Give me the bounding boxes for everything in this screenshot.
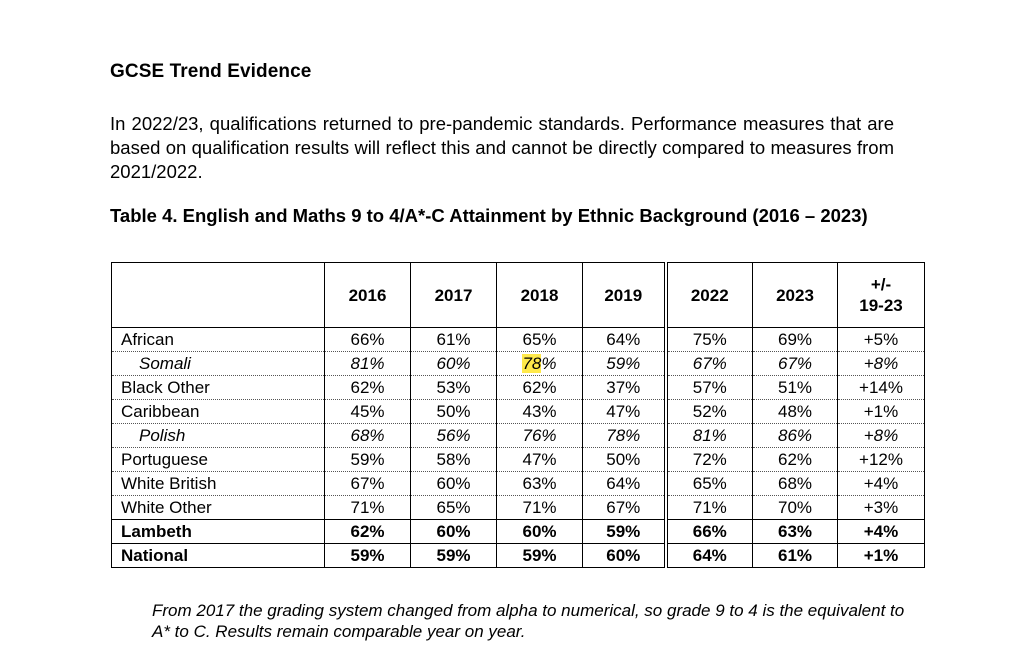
header-cell: 2019 bbox=[583, 263, 666, 328]
table-row bbox=[112, 376, 925, 400]
table-row bbox=[112, 352, 925, 376]
table-cell: 47% bbox=[497, 448, 583, 472]
header-cell-blank bbox=[112, 263, 325, 328]
table-cell: +5% bbox=[838, 328, 925, 352]
table-cell: 67% bbox=[666, 352, 753, 376]
table-cell: 60% bbox=[583, 544, 666, 568]
intro-paragraph: In 2022/23, qualifications returned to pre-pandemic standards. Performance measures that are based on qualification results will reflect this and cannot be directly compared to measures from 2021/2022. bbox=[110, 113, 894, 182]
row-label: Polish bbox=[112, 424, 325, 448]
table-cell: 71% bbox=[325, 496, 411, 520]
table-cell: 47% bbox=[583, 400, 666, 424]
table-cell: 56% bbox=[411, 424, 497, 448]
table-cell: 57% bbox=[666, 376, 753, 400]
table-cell: 67% bbox=[753, 352, 838, 376]
table-cell: 52% bbox=[666, 400, 753, 424]
table-cell: 66% bbox=[666, 520, 753, 544]
row-label: Somali bbox=[112, 352, 325, 376]
table-cell: 60% bbox=[411, 520, 497, 544]
table-cell: 81% bbox=[325, 352, 411, 376]
table-cell: +3% bbox=[838, 496, 925, 520]
row-label: White British bbox=[112, 472, 325, 496]
table-cell: 63% bbox=[497, 472, 583, 496]
table-cell: 65% bbox=[497, 328, 583, 352]
table-cell: +4% bbox=[838, 472, 925, 496]
table-cell: 50% bbox=[583, 448, 666, 472]
table-row bbox=[112, 544, 925, 568]
table-cell: 48% bbox=[753, 400, 838, 424]
table-cell: 75% bbox=[666, 328, 753, 352]
table-body bbox=[112, 328, 925, 568]
header-cell: +/- 19-23 bbox=[838, 263, 925, 328]
table-cell: 43% bbox=[497, 400, 583, 424]
table-row bbox=[112, 448, 925, 472]
table-header-row bbox=[112, 263, 925, 328]
table-cell: 64% bbox=[666, 544, 753, 568]
table-cell: 68% bbox=[325, 424, 411, 448]
table-cell: 59% bbox=[497, 544, 583, 568]
table-cell: 60% bbox=[497, 520, 583, 544]
table-caption: Table 4. English and Maths 9 to 4/A*-C Attainment by Ethnic Background (2016 – 2023) bbox=[110, 205, 868, 226]
table-cell: 59% bbox=[583, 352, 666, 376]
table-cell: 70% bbox=[753, 496, 838, 520]
table-cell: 62% bbox=[753, 448, 838, 472]
header-cell: 2018 bbox=[497, 263, 583, 328]
row-label: Caribbean bbox=[112, 400, 325, 424]
table-row bbox=[112, 424, 925, 448]
footnote: From 2017 the grading system changed from alpha to numerical, so grade 9 to 4 is the equivalent to A* to C. Results remain comparable year on year. bbox=[152, 601, 905, 641]
table-cell: +8% bbox=[838, 424, 925, 448]
table-cell: 53% bbox=[411, 376, 497, 400]
table-cell: 62% bbox=[325, 376, 411, 400]
table-cell: +4% bbox=[838, 520, 925, 544]
table-cell: 71% bbox=[497, 496, 583, 520]
table-cell: +14% bbox=[838, 376, 925, 400]
table-cell: +12% bbox=[838, 448, 925, 472]
table-cell: 59% bbox=[411, 544, 497, 568]
table-cell: 58% bbox=[411, 448, 497, 472]
row-label: White Other bbox=[112, 496, 325, 520]
table-cell: 64% bbox=[583, 472, 666, 496]
table-cell: 78% bbox=[583, 424, 666, 448]
header-cell: 2023 bbox=[753, 263, 838, 328]
row-label: Portuguese bbox=[112, 448, 325, 472]
table-cell: 65% bbox=[666, 472, 753, 496]
table-cell: 51% bbox=[753, 376, 838, 400]
table-cell: 67% bbox=[583, 496, 666, 520]
table-row bbox=[112, 400, 925, 424]
table-cell: 65% bbox=[411, 496, 497, 520]
section-heading: GCSE Trend Evidence bbox=[110, 61, 312, 82]
table-cell: 59% bbox=[325, 544, 411, 568]
row-label: National bbox=[112, 544, 325, 568]
table-cell: 45% bbox=[325, 400, 411, 424]
table-cell: 37% bbox=[583, 376, 666, 400]
table-cell: 72% bbox=[666, 448, 753, 472]
header-cell: 2017 bbox=[411, 263, 497, 328]
table-cell: 62% bbox=[325, 520, 411, 544]
row-label: Lambeth bbox=[112, 520, 325, 544]
table-cell: 68% bbox=[753, 472, 838, 496]
table-cell: 60% bbox=[411, 352, 497, 376]
table-cell: +1% bbox=[838, 400, 925, 424]
table-cell: 62% bbox=[497, 376, 583, 400]
table-cell: 66% bbox=[325, 328, 411, 352]
table-cell: +8% bbox=[838, 352, 925, 376]
table-cell: 61% bbox=[411, 328, 497, 352]
table-cell: 71% bbox=[666, 496, 753, 520]
table-cell: 60% bbox=[411, 472, 497, 496]
table-row bbox=[112, 496, 925, 520]
table-cell: 78% bbox=[497, 352, 583, 376]
table-row bbox=[112, 328, 925, 352]
header-cell: 2022 bbox=[666, 263, 753, 328]
header-cell: 2016 bbox=[325, 263, 411, 328]
table-cell: 86% bbox=[753, 424, 838, 448]
row-label: African bbox=[112, 328, 325, 352]
table-row bbox=[112, 520, 925, 544]
table-cell: 69% bbox=[753, 328, 838, 352]
table-cell: 63% bbox=[753, 520, 838, 544]
table-cell: 76% bbox=[497, 424, 583, 448]
attainment-table bbox=[111, 262, 925, 568]
row-label: Black Other bbox=[112, 376, 325, 400]
table-cell: 81% bbox=[666, 424, 753, 448]
table-cell: 59% bbox=[325, 448, 411, 472]
table-cell: 50% bbox=[411, 400, 497, 424]
table-cell: +1% bbox=[838, 544, 925, 568]
table-cell: 64% bbox=[583, 328, 666, 352]
table-cell: 59% bbox=[583, 520, 666, 544]
table-cell: 67% bbox=[325, 472, 411, 496]
table-row bbox=[112, 472, 925, 496]
table-cell: 61% bbox=[753, 544, 838, 568]
